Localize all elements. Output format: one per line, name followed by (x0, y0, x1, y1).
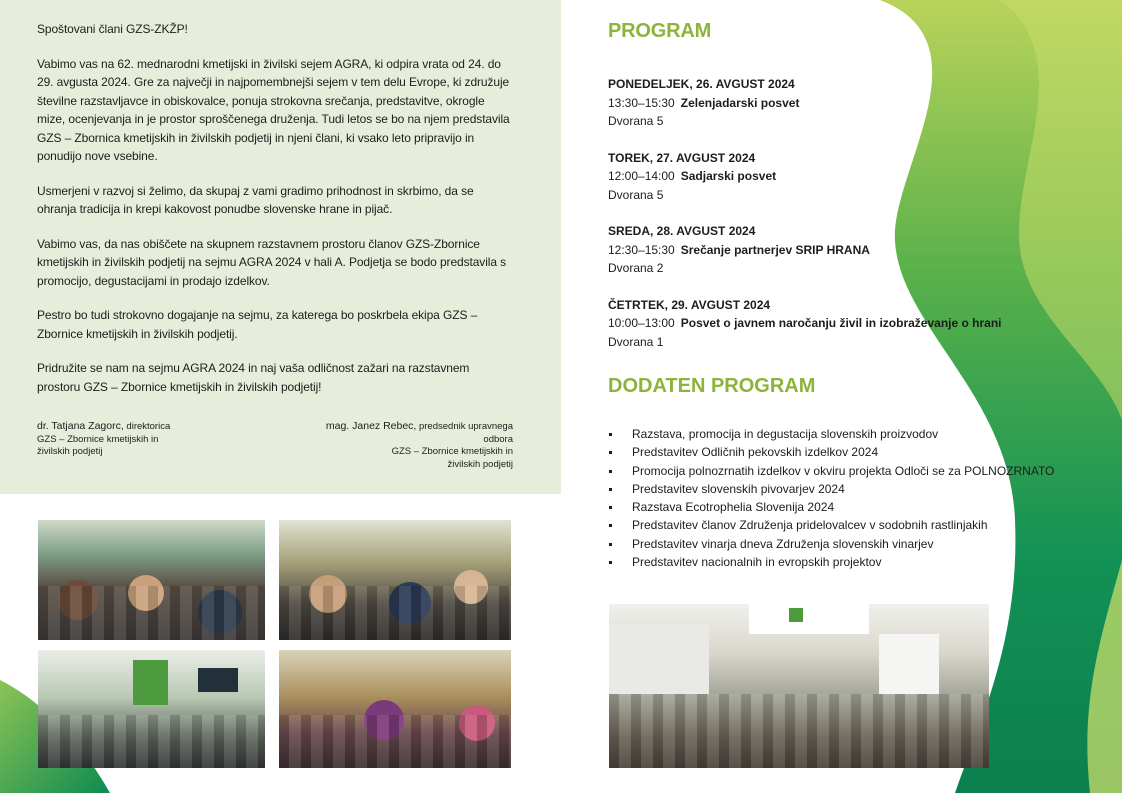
signature-org: živilskih podjetij (447, 458, 513, 470)
extra-program-item: Razstava, promocija in degustacija slovenskih proizvodov (608, 425, 1054, 443)
program-event: Posvet o javnem naročanju živil in izobraževanje o hrani (680, 316, 1002, 330)
signature-org: živilskih podjetij (37, 446, 103, 457)
program-event: Srečanje partnerjev SRIP HRANA (680, 242, 870, 257)
signature-president (300, 420, 513, 471)
letter-paragraph: Pridružite se nam na sejmu AGRA 2024 in naj vaša odličnost zažari na razstavnem prostoru GZS – Zbornice kmetijskih in živilskih podjetij! (37, 361, 470, 394)
photo-visitors-booth (279, 650, 511, 768)
signature-role: direktorica (123, 421, 171, 432)
signature-org: GZS – Zbornice kmetijskih in (391, 446, 513, 457)
program-title: PROGRAM (608, 20, 712, 42)
program-room: Dvorana 5 (608, 114, 664, 128)
program-day (608, 296, 1048, 352)
signature-name: mag. Janez Rebec, (325, 420, 417, 432)
program-date: TOREK, 27. AVGUST 2024 (608, 150, 756, 165)
program-time: 13:30–15:30 (608, 95, 675, 110)
signature-director (37, 420, 170, 459)
signature-name: dr. Tatjana Zagorc, (37, 420, 124, 432)
extra-program-item: Predstavitev vinarja dneva Združenja slovenskih vinarjev (608, 535, 1054, 553)
extra-program-item: Predstavitev nacionalnih in evropskih projektov (608, 553, 1054, 571)
photo-presentation-room (38, 650, 265, 768)
photo-exhibition-hall (609, 604, 989, 768)
photo-fair-crowd (279, 520, 511, 640)
extra-program-item: Razstava Ecotrophelia Slovenija 2024 (608, 498, 1054, 516)
letter-paragraph: Usmerjeni v razvoj si želimo, da skupaj z vami gradimo prihodnost in skrbimo, da se ohranja tradicija in krepi kakovost ponudbe slovenske hrane in pijač. (37, 183, 474, 216)
program-time: 12:00–14:00 (608, 169, 675, 183)
extra-program-item: Predstavitev Odličnih pekovskih izdelkov 2024 (608, 443, 1054, 461)
program-date: ČETRTEK, 29. AVGUST 2024 (608, 297, 771, 312)
letter-greeting: Spoštovani člani GZS-ZKŽP! (37, 22, 188, 36)
program-day (608, 75, 1048, 131)
extra-program-item: Promocija polnozrnatih izdelkov v okviru projekta Odloči se za POLNOZRNATO (608, 462, 1054, 480)
program-day (608, 222, 1048, 278)
invitation-letter (37, 20, 513, 412)
program-section (608, 20, 1048, 351)
extra-program-item: Predstavitev članov Združenja pridelovalcev v sodobnih rastlinjakih (608, 516, 1054, 534)
program-date: PONEDELJEK, 26. AVGUST 2024 (608, 77, 795, 91)
program-time: 10:00–13:00 (608, 316, 675, 330)
extra-program-list (608, 425, 1054, 571)
program-event: Sadjarski posvet (680, 169, 777, 183)
signature-role: predsednik upravnega odbora (416, 421, 513, 445)
extra-program-title: DODATEN PROGRAM (608, 375, 816, 397)
signature-org: GZS – Zbornice kmetijskih in (37, 433, 159, 445)
program-date: SREDA, 28. AVGUST 2024 (608, 224, 756, 238)
program-room: Dvorana 2 (608, 261, 664, 275)
extra-program-item: Predstavitev slovenskih pivovarjev 2024 (608, 480, 1054, 498)
letter-paragraph: Pestro bo tudi strokovno dogajanje na sejmu, za katerega bo poskrbela ekipa GZS – Zbornice kmetijskih in živilskih podjetij. (37, 308, 478, 341)
program-day (608, 149, 1048, 205)
photo-conference-audience (38, 520, 265, 640)
program-event: Zelenjadarski posvet (680, 95, 800, 110)
program-room: Dvorana 1 (608, 334, 664, 349)
letter-paragraph: Vabimo vas, da nas obiščete na skupnem razstavnem prostoru članov GZS-Zbornice kmetijskih in živilskih podjetij na sejmu AGRA 2024 v hali A. Podjetja se bodo predstavila s promocijo, degustacijami in prodajo izdelkov. (37, 236, 507, 288)
program-time: 12:30–15:30 (608, 242, 675, 257)
program-room: Dvorana 5 (608, 187, 664, 202)
letter-paragraph: Vabimo vas na 62. mednarodni kmetijski in živilski sejem AGRA, ki odpira vrata od 24. do 29. avgusta 2024. Gre za največji in najpomembnejši sejem v tem delu Evrope, ki združuje številne razstavljavce in obiskovalce, ponuja strokovna srečanja, predstavitve, okrogle mize, ocenjevanja in je prostor sproščenega druženja. Tudi letos se bo na njem predstavila GZS – Zbornica kmetijskih in živilskih podjetij in njeni člani, ki vsako leto pripravijo in ponudijo nove vsebine. (37, 56, 510, 163)
